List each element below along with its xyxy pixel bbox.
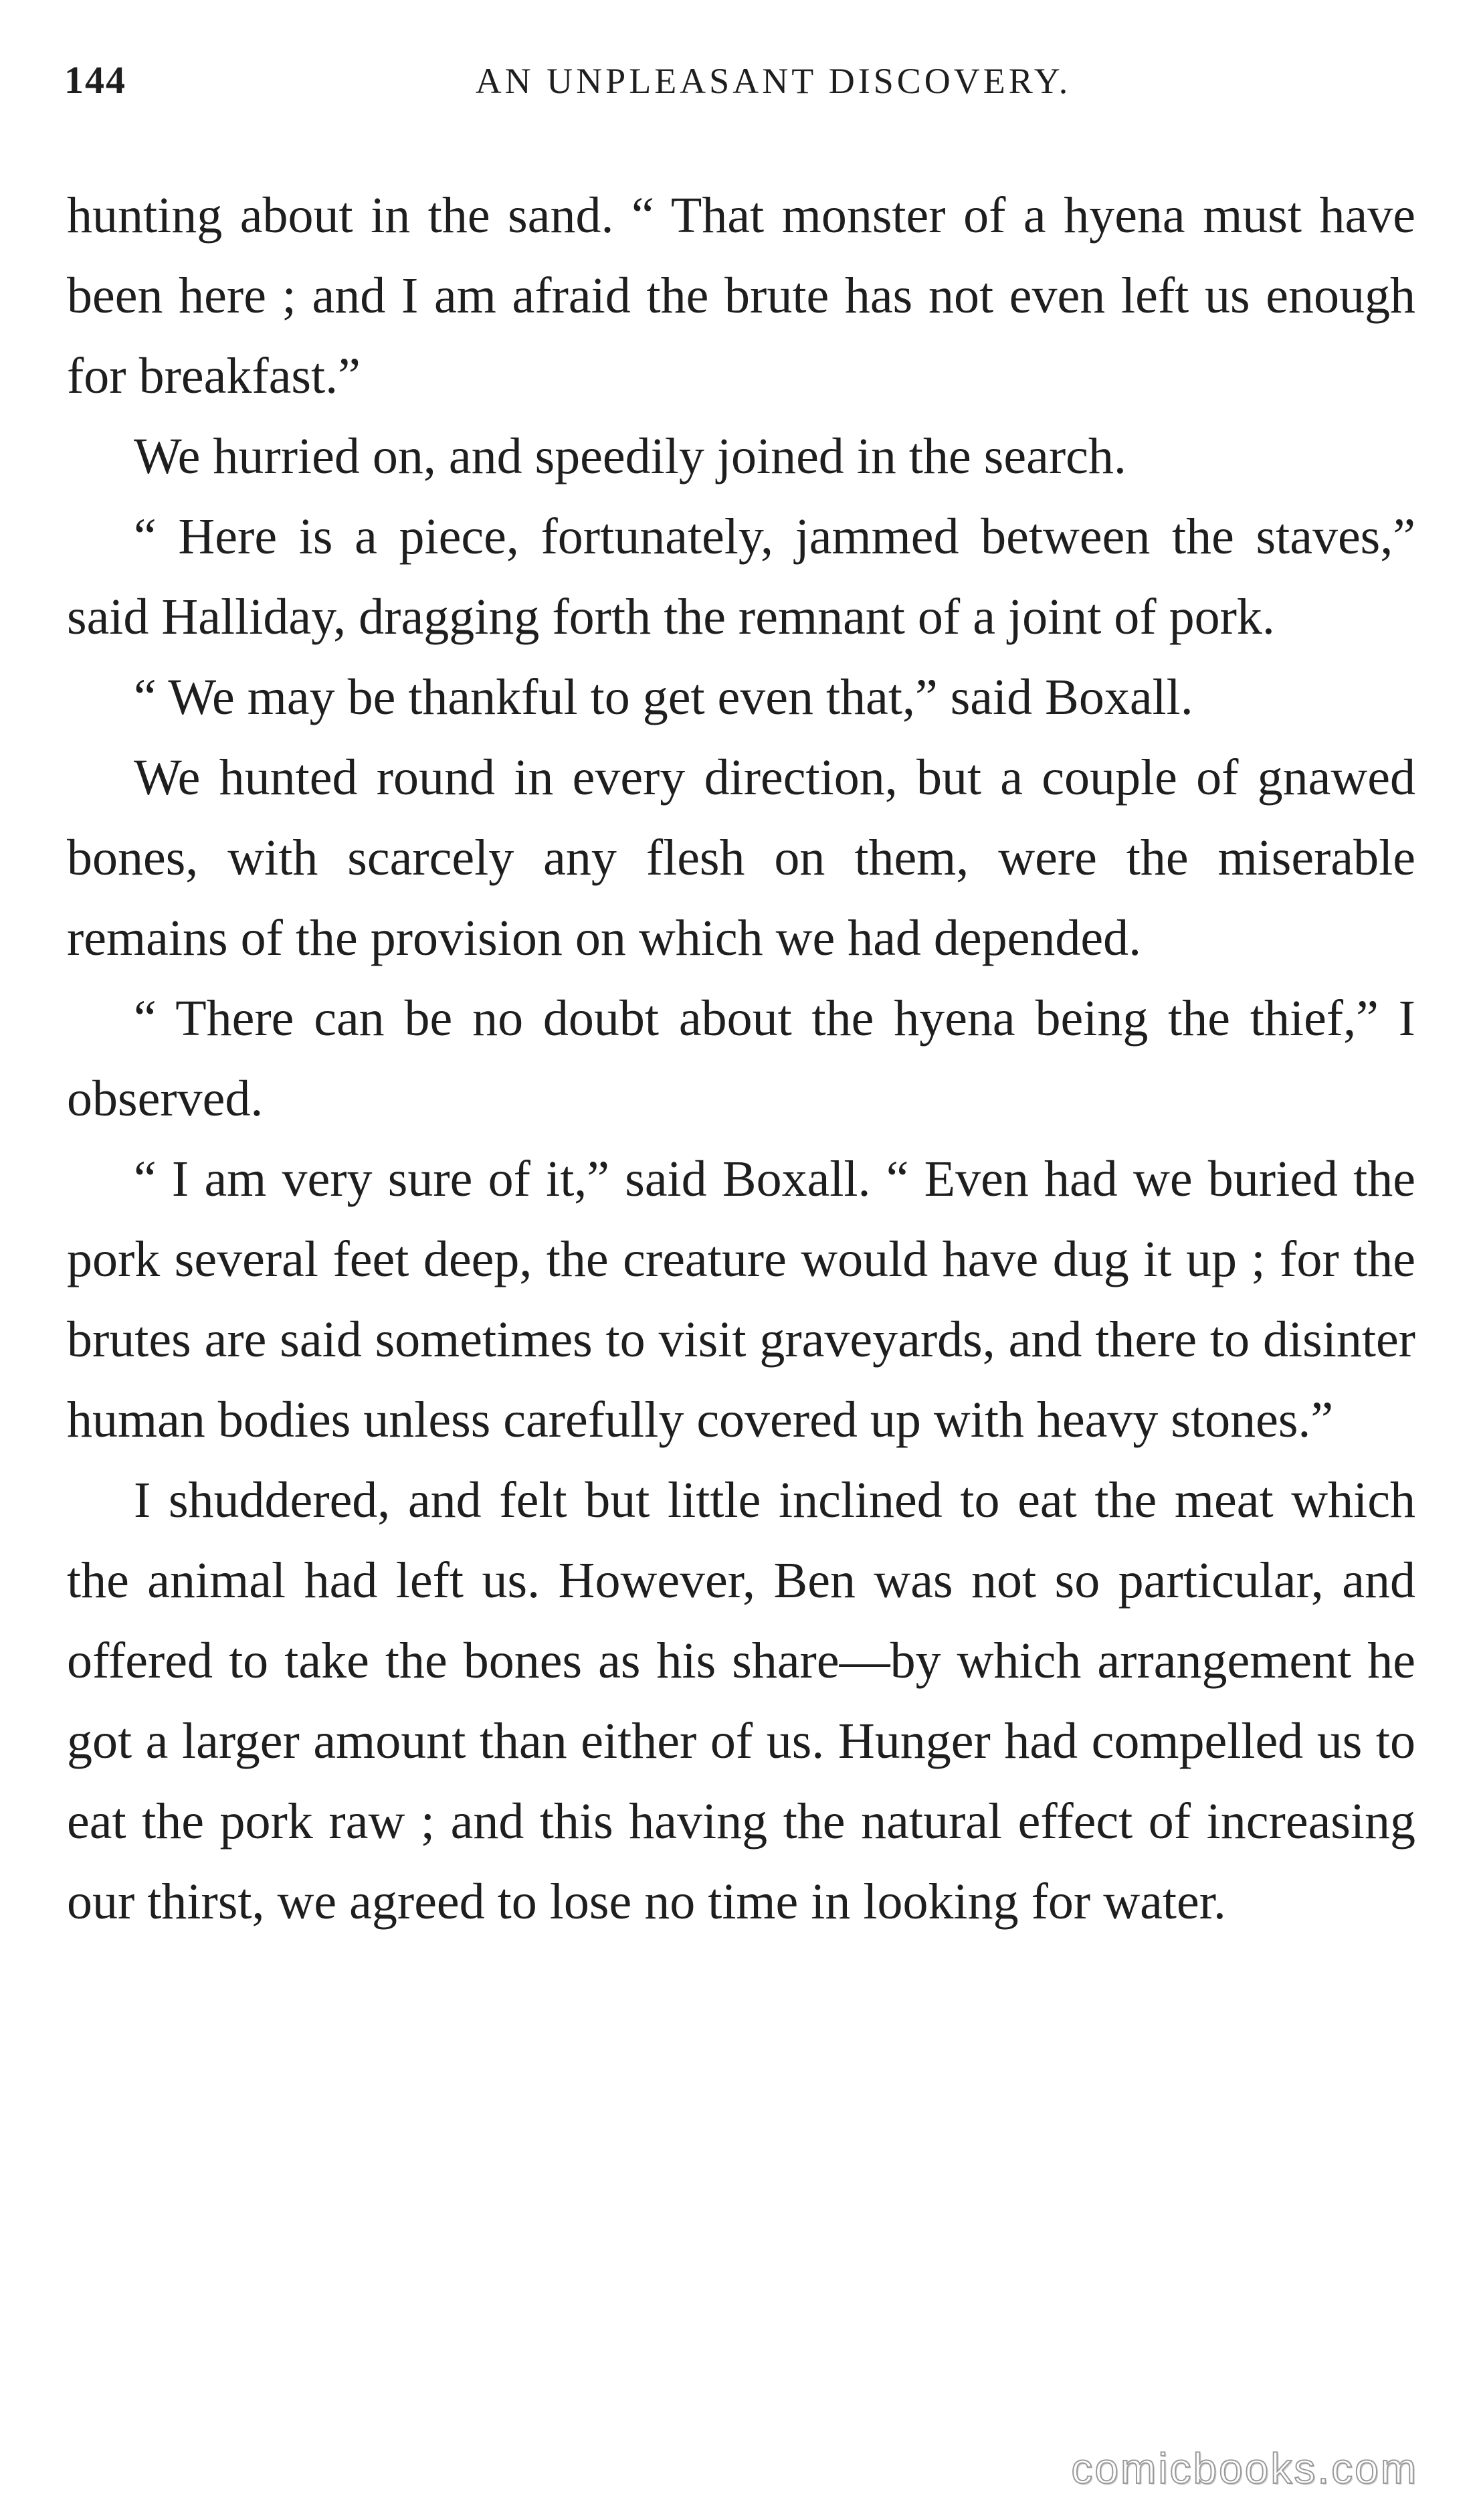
page-number: 144 <box>64 58 126 102</box>
paragraph: “ Here is a piece, fortunately, jammed between the staves,” said Halliday, dragging forth the remnant of a joint of pork. <box>67 509 1415 645</box>
body-text <box>67 175 1415 1942</box>
paragraph: hunting about in the sand. “ That monster of a hyena must have been here ; and I am afraid the brute has not even left us enough for breakfast.” <box>67 187 1415 404</box>
paragraph: “ I am very sure of it,” said Boxall. “ Even had we buried the pork several feet deep, the creature would have dug it up ; for the brutes are said sometimes to visit graveyards, and there to disinter human bodies unless carefully covered up with heavy stones.” <box>67 1151 1415 1448</box>
paragraph: I shuddered, and felt but little inclined to eat the meat which the animal had left us. However, Ben was not so particular, and offered to take the bones as his share—by which arrangement he got a larger amount than either of us. Hunger had compelled us to eat the pork raw ; and this having the natural effect of increasing our thirst, we agreed to lose no time in looking for water. <box>67 1472 1415 1930</box>
page-header <box>64 58 1415 111</box>
watermark: comicbooks.com <box>1071 2444 1418 2493</box>
paragraph: “ There can be no doubt about the hyena being the thief,” I observed. <box>67 990 1415 1127</box>
paragraph: We hurried on, and speedily joined in the search. <box>134 428 1126 484</box>
paragraph: “ We may be thankful to get even that,” said Boxall. <box>134 669 1193 725</box>
paragraph: We hunted round in every direction, but a couple of gnawed bones, with scarcely any flesh on them, were the miserable remains of the provision on which we had depended. <box>67 749 1415 966</box>
running-head: AN UNPLEASANT DISCOVERY. <box>475 61 1072 101</box>
